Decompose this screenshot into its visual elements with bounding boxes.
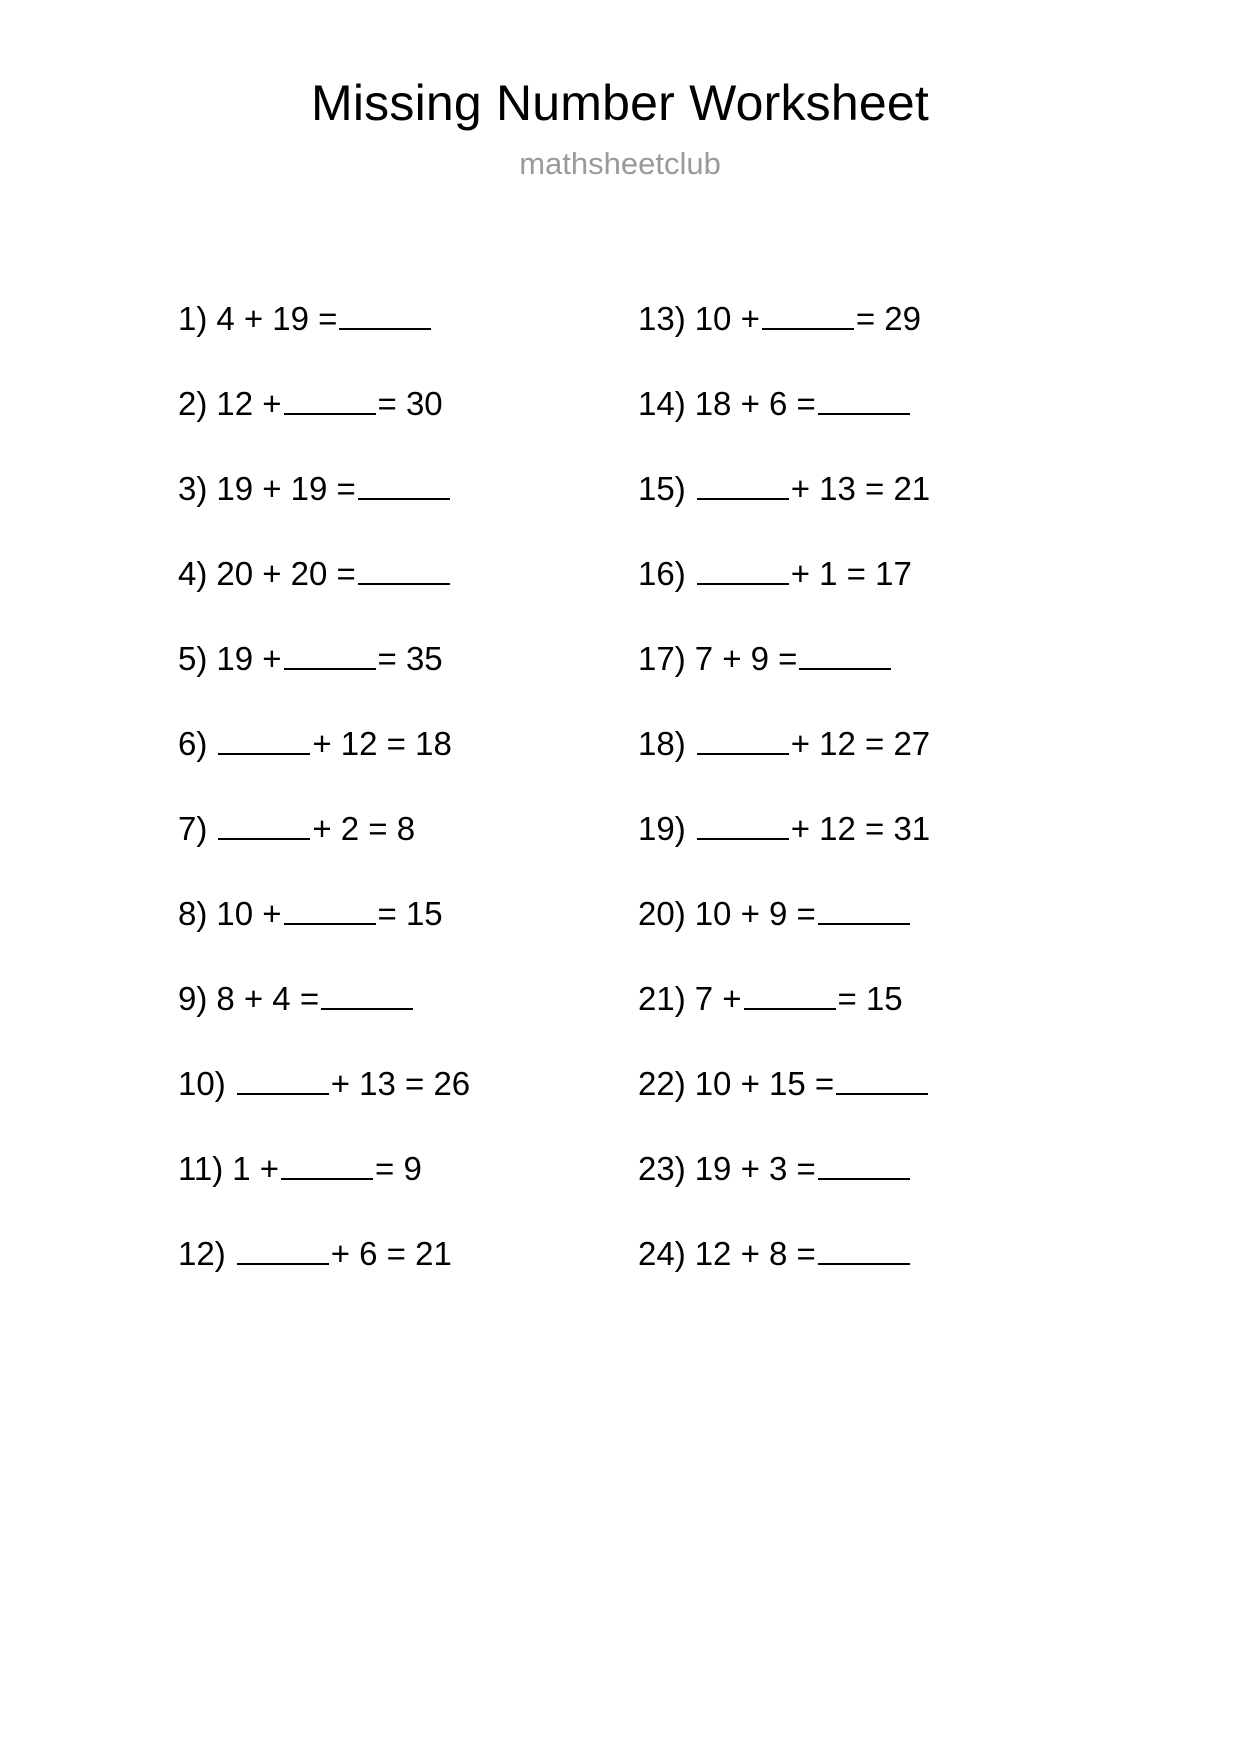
answer-blank[interactable]	[799, 638, 891, 670]
problem-item	[638, 468, 1098, 553]
problem-item	[178, 978, 638, 1063]
problem-number: 15)	[638, 470, 686, 507]
answer-blank[interactable]	[237, 1233, 329, 1265]
problem-item	[178, 893, 638, 978]
problem-number: 19)	[638, 810, 686, 847]
problem-number: 10)	[178, 1065, 226, 1102]
answer-blank[interactable]	[284, 893, 376, 925]
problem-expression-before: 12 + 8 =	[694, 1235, 816, 1272]
problem-number: 3)	[178, 470, 208, 507]
problem-number: 4)	[178, 555, 208, 592]
answer-blank[interactable]	[818, 893, 910, 925]
problem-number: 22)	[638, 1065, 686, 1102]
problem-number: 23)	[638, 1150, 686, 1187]
problem-item	[178, 638, 638, 723]
answer-blank[interactable]	[237, 1063, 329, 1095]
answer-blank[interactable]	[818, 1148, 910, 1180]
problem-number: 18)	[638, 725, 686, 762]
problem-expression-after: = 15	[837, 980, 903, 1017]
problem-expression-before: 8 + 4 =	[216, 980, 320, 1017]
answer-blank[interactable]	[697, 808, 789, 840]
problem-expression-after: + 2 = 8	[312, 810, 416, 847]
problem-expression-after: = 29	[855, 300, 922, 337]
problem-item	[638, 553, 1098, 638]
problem-expression-after: = 9	[375, 1150, 422, 1187]
problem-item	[178, 383, 638, 468]
problem-item	[638, 383, 1098, 468]
answer-blank[interactable]	[284, 638, 376, 670]
problem-expression-before: 19 + 3 =	[694, 1150, 816, 1187]
problem-expression-before: 7 + 9 =	[694, 640, 798, 677]
problem-expression-before: 18 + 6 =	[694, 385, 816, 422]
problem-number: 21)	[638, 980, 686, 1017]
answer-blank[interactable]	[697, 468, 789, 500]
answer-blank[interactable]	[836, 1063, 928, 1095]
page-subtitle: mathsheetclub	[519, 146, 721, 181]
problem-expression-after: + 13 = 26	[330, 1065, 471, 1102]
problem-number: 6)	[178, 725, 208, 762]
problem-expression-after: = 30	[377, 385, 443, 422]
problem-number: 9)	[178, 980, 208, 1017]
problem-item	[178, 1233, 638, 1318]
answer-blank[interactable]	[762, 298, 854, 330]
problem-expression-after: = 35	[377, 640, 443, 677]
problem-item	[638, 893, 1098, 978]
problem-expression-before: 10 + 9 =	[694, 895, 816, 932]
problem-item	[178, 1063, 638, 1148]
problem-expression-before: 10 +	[694, 300, 760, 337]
problem-expression-before: 10 + 15 =	[694, 1065, 835, 1102]
problem-expression-after: + 12 = 31	[790, 810, 931, 847]
problem-item	[638, 1063, 1098, 1148]
problem-number: 16)	[638, 555, 686, 592]
problem-expression-before: 12 +	[216, 385, 282, 422]
problem-expression-after: + 13 = 21	[790, 470, 931, 507]
problem-expression-before: 4 + 19 =	[216, 300, 338, 337]
problem-number: 20)	[638, 895, 686, 932]
answer-blank[interactable]	[697, 553, 789, 585]
problem-number: 7)	[178, 810, 208, 847]
worksheet-header	[0, 0, 1240, 179]
problem-grid	[0, 298, 1240, 1318]
answer-blank[interactable]	[339, 298, 431, 330]
problem-number: 5)	[178, 640, 208, 677]
answer-blank[interactable]	[358, 553, 450, 585]
answer-blank[interactable]	[218, 723, 310, 755]
problem-item	[638, 1148, 1098, 1233]
problem-item	[638, 808, 1098, 893]
problem-number: 14)	[638, 385, 686, 422]
problem-column-right	[638, 298, 1098, 1318]
problem-expression-before: 10 +	[216, 895, 282, 932]
answer-blank[interactable]	[744, 978, 836, 1010]
problem-item	[178, 298, 638, 383]
problem-expression-after: = 15	[377, 895, 443, 932]
problem-number: 8)	[178, 895, 208, 932]
problem-number: 24)	[638, 1235, 686, 1272]
problem-item	[638, 978, 1098, 1063]
answer-blank[interactable]	[284, 383, 376, 415]
problem-number: 11)	[178, 1150, 224, 1187]
problem-expression-before: 1 +	[232, 1150, 280, 1187]
problem-item	[638, 638, 1098, 723]
problem-number: 12)	[178, 1235, 226, 1272]
problem-column-left	[178, 298, 638, 1318]
answer-blank[interactable]	[358, 468, 450, 500]
problem-expression-after: + 1 = 17	[790, 555, 912, 592]
answer-blank[interactable]	[818, 1233, 910, 1265]
page-title: Missing Number Worksheet	[311, 75, 929, 131]
problem-expression-before: 19 +	[216, 640, 282, 677]
answer-blank[interactable]	[218, 808, 310, 840]
answer-blank[interactable]	[818, 383, 910, 415]
problem-number: 1)	[178, 300, 208, 337]
problem-item	[178, 723, 638, 808]
problem-expression-after: + 6 = 21	[330, 1235, 452, 1272]
problem-item	[178, 1148, 638, 1233]
problem-item	[178, 553, 638, 638]
problem-expression-after: + 12 = 18	[312, 725, 452, 762]
problem-number: 2)	[178, 385, 208, 422]
problem-expression-before: 19 + 19 =	[216, 470, 356, 507]
problem-item	[638, 1233, 1098, 1318]
problem-expression-before: 20 + 20 =	[216, 555, 356, 592]
answer-blank[interactable]	[321, 978, 413, 1010]
problem-expression-before: 7 +	[694, 980, 742, 1017]
problem-item	[638, 723, 1098, 808]
problem-expression-after: + 12 = 27	[790, 725, 931, 762]
problem-number: 13)	[638, 300, 686, 337]
problem-item	[178, 808, 638, 893]
answer-blank[interactable]	[697, 723, 789, 755]
problem-item	[178, 468, 638, 553]
problem-number: 17)	[638, 640, 686, 677]
answer-blank[interactable]	[281, 1148, 373, 1180]
problem-item	[638, 298, 1098, 383]
